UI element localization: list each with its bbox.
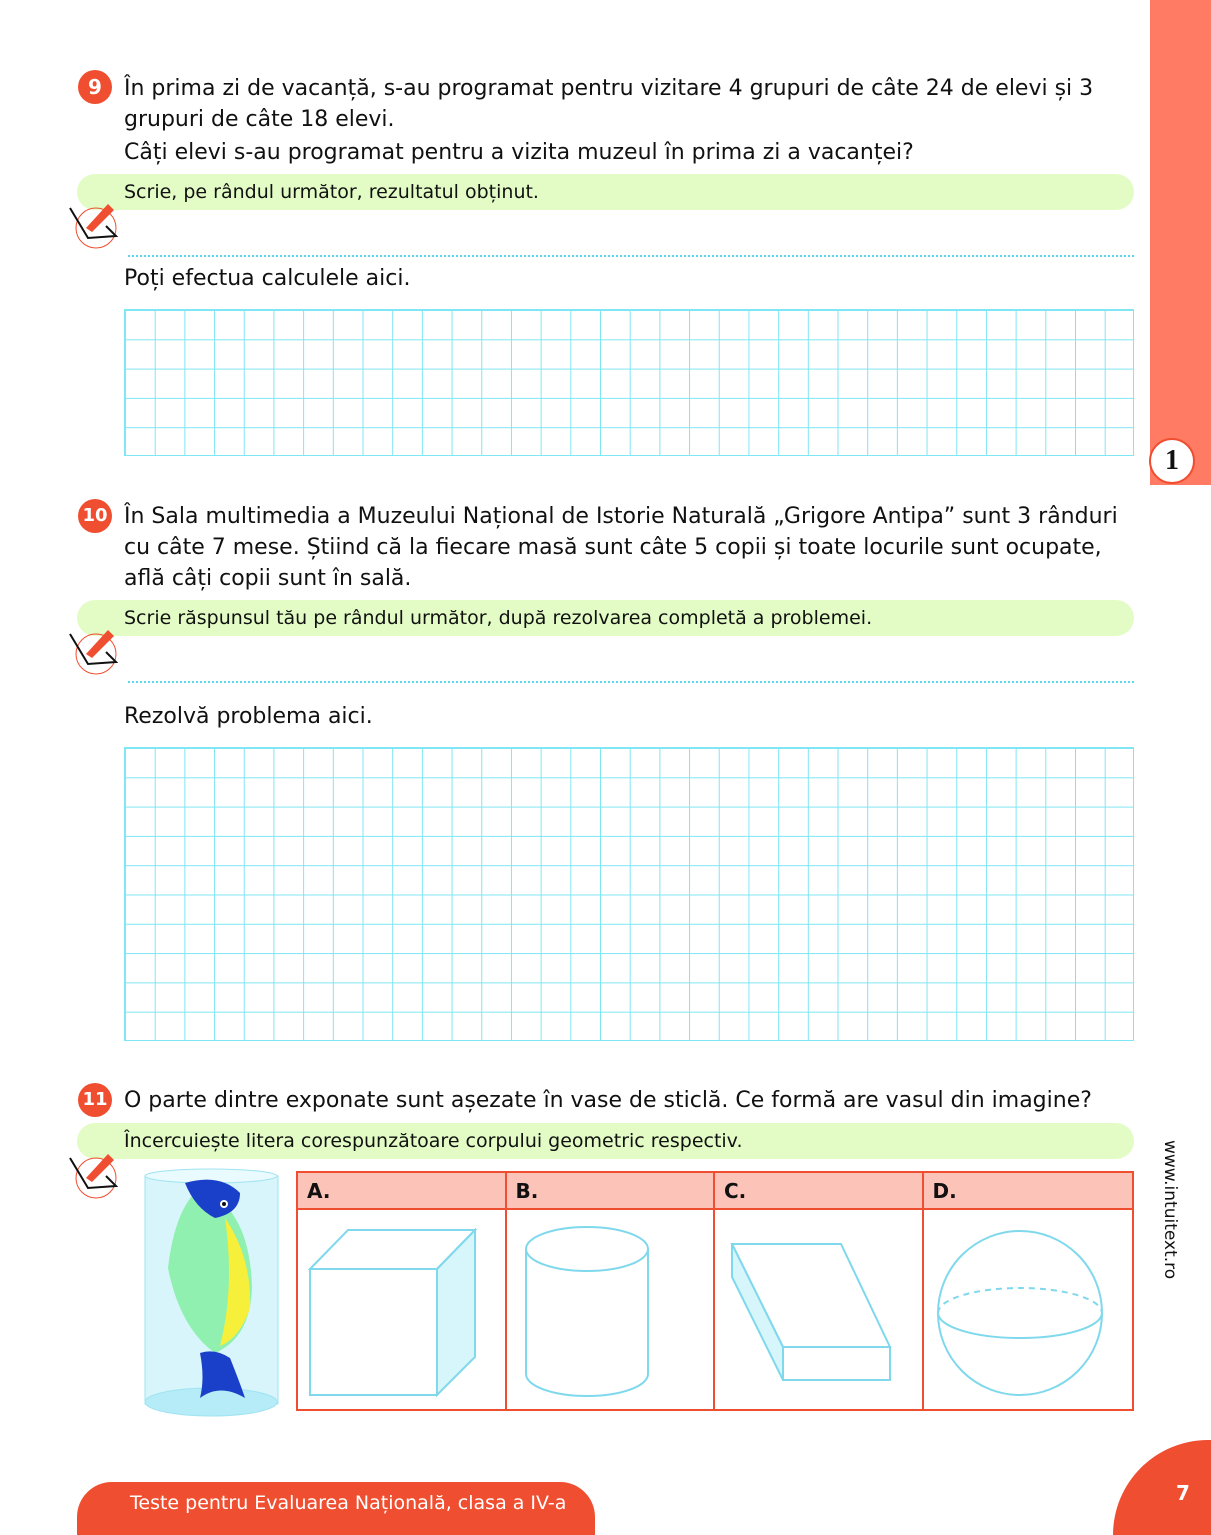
question-11-text: O parte dintre exponate sunt așezate în vase de sticlă. Ce formă are vasul din imagine? [124, 1088, 1092, 1113]
option-a[interactable] [298, 1173, 507, 1409]
pencil-writing-icon [66, 1148, 124, 1200]
work-area-label-9: Poți efectua calculele aici. [124, 266, 411, 291]
sphere-shape [924, 1212, 1131, 1412]
answer-options-table [296, 1171, 1134, 1411]
question-10-text: În Sala multimedia a Muzeului Național de Istorie Naturală „Grigore Antipa” sunt 3 rânduri cu câte 7 mese. Știind că la fiecare masă sunt câte 5 copii și toate locurile sunt ocupate, află câți copii sunt în sală. [124, 504, 1118, 591]
question-9-question: Câți elevi s-au programat pentru a vizita muzeul în prima zi a vacanței? [124, 140, 914, 165]
rectangular-prism-shape [715, 1212, 922, 1412]
question-10-instruction: Scrie răspunsul tău pe rândul următor, după rezolvarea completă a problemei. [77, 600, 1134, 636]
page-number-badge [1113, 1440, 1211, 1535]
footer-text: Teste pentru Evaluarea Națională, clasa a IV-a [130, 1492, 567, 1514]
question-9-instruction: Scrie, pe rândul următor, rezultatul obținut. [77, 174, 1134, 210]
option-letter[interactable]: A. [298, 1173, 505, 1210]
work-grid-10[interactable] [124, 747, 1134, 1041]
option-b[interactable] [507, 1173, 716, 1409]
website-url: www.intuitext.ro [1160, 1140, 1180, 1280]
option-letter[interactable]: D. [924, 1173, 1133, 1210]
question-11-instruction: Încercuiește litera corespunzătoare corpului geometric respectiv. [77, 1123, 1134, 1159]
question-9-statement: În prima zi de vacanță, s-au programat pentru vizitare 4 grupuri de câte 24 de elevi și 3 grupuri de câte 18 elevi. [124, 76, 1094, 132]
answer-line-9[interactable] [128, 255, 1134, 257]
cube-shape [298, 1212, 505, 1412]
question-number-10: 10 [78, 499, 112, 533]
option-letter[interactable]: B. [507, 1173, 714, 1210]
page-number: 7 [1176, 1481, 1190, 1505]
pencil-writing-icon [66, 624, 124, 676]
chapter-tab [1150, 0, 1211, 485]
answer-line-10[interactable] [128, 681, 1134, 683]
option-c[interactable] [715, 1173, 924, 1409]
question-number-9: 9 [78, 70, 112, 104]
work-area-label-10: Rezolvă problema aici. [124, 704, 373, 729]
work-grid-9[interactable] [124, 309, 1134, 456]
question-number-11: 11 [78, 1083, 112, 1117]
chapter-badge: 1 [1149, 438, 1195, 484]
question-9-text [124, 73, 1136, 168]
cylinder-shape [507, 1212, 714, 1412]
footer-title [77, 1482, 595, 1535]
option-letter[interactable]: C. [715, 1173, 922, 1210]
pencil-writing-icon [66, 198, 124, 250]
option-d[interactable] [924, 1173, 1133, 1409]
fish-in-glass-vase-image [140, 1168, 285, 1423]
